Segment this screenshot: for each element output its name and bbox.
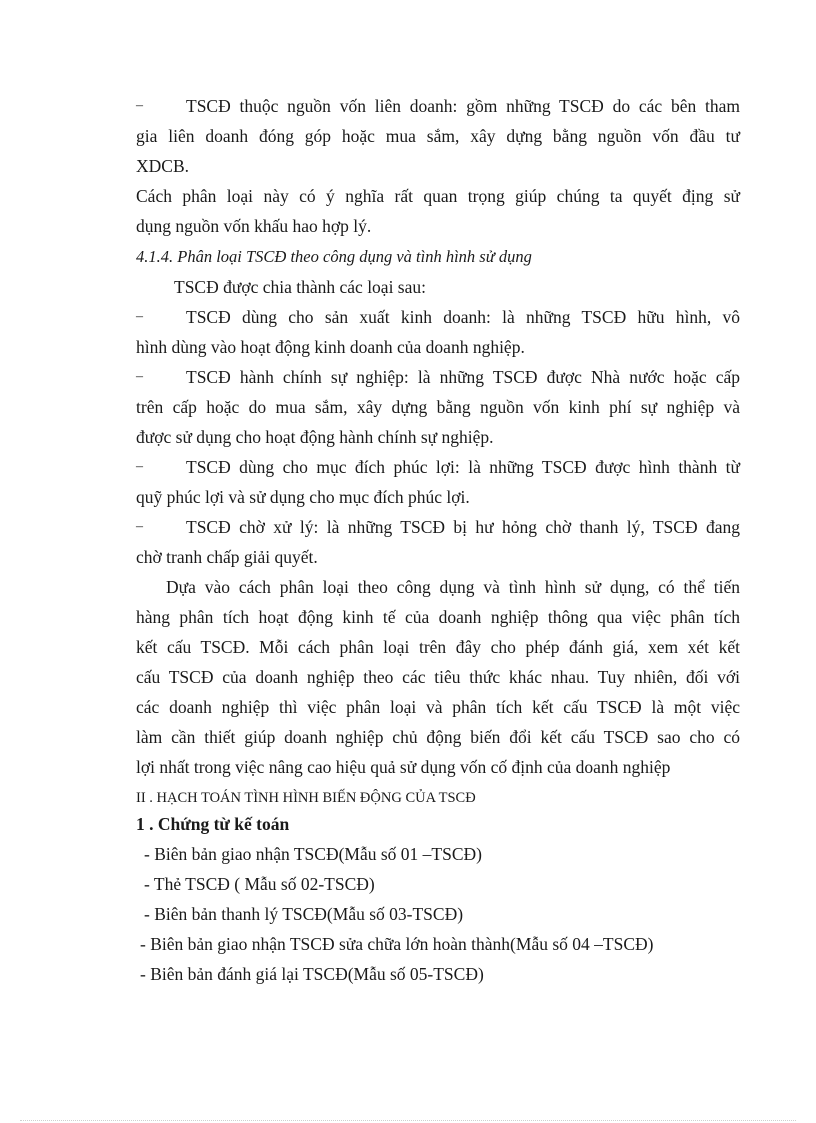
text-line: Dựa vào cách phân loại theo công dụng và tình hình sử dụng, có thể tiến bbox=[166, 577, 740, 597]
text-line: lợi nhất trong việc nâng cao hiệu quả sử dụng vốn cố định của doanh nghiệp bbox=[136, 757, 671, 777]
text-line: TSCĐ hành chính sự nghiệp: là những TSCĐ được Nhà nước hoặc cấp bbox=[186, 367, 740, 387]
bullet-dash: – bbox=[136, 369, 143, 384]
text-line: TSCĐ được chia thành các loại sau: bbox=[174, 277, 426, 297]
list-item: - Biên bản giao nhận TSCĐ(Mẫu số 01 –TSCĐ) bbox=[144, 844, 482, 864]
subsection-heading: 1 . Chứng từ kế toán bbox=[136, 814, 290, 834]
chapter-heading: II . HẠCH TOÁN TÌNH HÌNH BIẾN ĐỘNG CỦA TSCĐ bbox=[136, 790, 476, 806]
text-line: gia liên doanh đóng góp hoặc mua sắm, xây dựng bằng nguồn vốn đầu tư bbox=[136, 126, 740, 146]
text-line: được sử dụng cho hoạt động hành chính sự nghiệp. bbox=[136, 427, 494, 447]
list-item: - Biên bản đánh giá lại TSCĐ(Mẫu số 05-TSCĐ) bbox=[140, 964, 484, 984]
text-line: quỹ phúc lợi và sử dụng cho mục đích phúc lợi. bbox=[136, 487, 470, 507]
bullet-dash: – bbox=[136, 459, 143, 474]
bullet-dash: – bbox=[136, 519, 143, 534]
text-line: làm cần thiết giúp doanh nghiệp chủ động biến đổi kết cấu TSCĐ sao cho có bbox=[136, 727, 740, 747]
text-line: dụng nguồn vốn khấu hao hợp lý. bbox=[136, 216, 372, 236]
text-line: chờ tranh chấp giải quyết. bbox=[136, 547, 318, 567]
text-line: TSCĐ chờ xử lý: là những TSCĐ bị hư hỏng chờ thanh lý, TSCĐ đang bbox=[186, 517, 740, 537]
text-line: trên cấp hoặc do mua sắm, xây dựng bằng nguồn vốn kinh phí sự nghiệp và bbox=[136, 397, 740, 417]
bullet-dash: – bbox=[136, 309, 143, 324]
text-line: XDCB. bbox=[136, 156, 189, 176]
text-line: hình dùng vào hoạt động kinh doanh của doanh nghiệp. bbox=[136, 337, 525, 357]
text-line: Cách phân loại này có ý nghĩa rất quan trọng giúp chúng ta quyết địng sử bbox=[136, 186, 740, 206]
text-line: kết cấu TSCĐ. Mỗi cách phân loại trên đây cho phép đánh giá, xem xét kết bbox=[136, 637, 740, 657]
list-item: - Thẻ TSCĐ ( Mẫu số 02-TSCĐ) bbox=[144, 874, 375, 894]
page-bottom-rule bbox=[20, 1120, 796, 1121]
text-line: TSCĐ dùng cho mục đích phúc lợi: là những TSCĐ được hình thành từ bbox=[186, 457, 740, 477]
text-line: cấu TSCĐ của doanh nghiệp theo các tiêu thức khác nhau. Tuy nhiên, đối với bbox=[136, 667, 740, 687]
text-line: các doanh nghiệp thì việc phân loại và phân tích kết cấu TSCĐ là một việc bbox=[136, 697, 740, 717]
bullet-dash: – bbox=[136, 98, 143, 113]
text-line: hàng phân tích hoạt động kinh tế của doanh nghiệp thông qua việc phân tích bbox=[136, 607, 740, 627]
text-line: TSCĐ dùng cho sản xuất kinh doanh: là những TSCĐ hữu hình, vô bbox=[186, 307, 740, 327]
list-item: - Biên bản giao nhận TSCĐ sửa chữa lớn hoàn thành(Mẫu số 04 –TSCĐ) bbox=[140, 934, 654, 954]
text-line: TSCĐ thuộc nguồn vốn liên doanh: gồm những TSCĐ do các bên tham bbox=[186, 96, 740, 116]
list-item: - Biên bản thanh lý TSCĐ(Mẫu số 03-TSCĐ) bbox=[144, 904, 464, 924]
section-heading: 4.1.4. Phân loại TSCĐ theo công dụng và tình hình sử dụng bbox=[136, 247, 532, 266]
